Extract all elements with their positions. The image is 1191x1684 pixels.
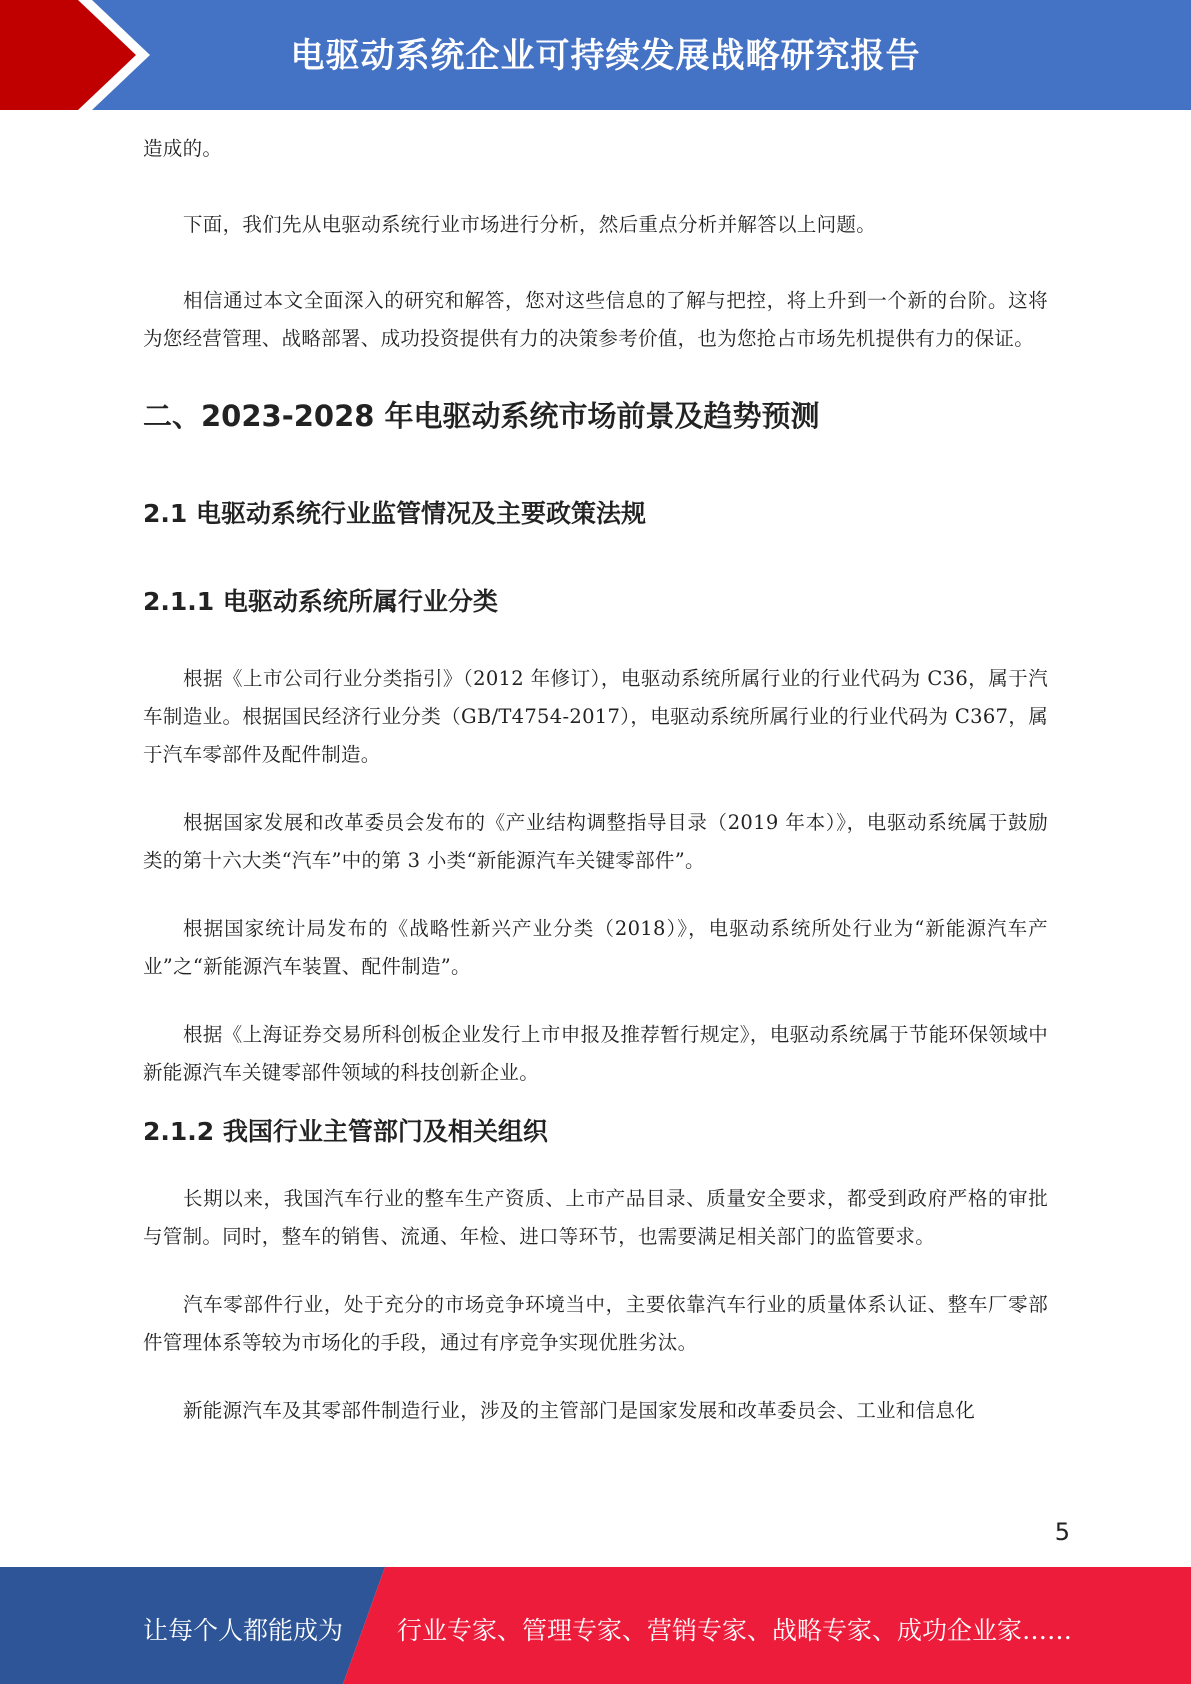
page-footer <box>0 1567 1191 1684</box>
footer-slogan-right: 行业专家、管理专家、营销专家、战略专家、成功企业家…… <box>397 1616 1073 1645</box>
page-header <box>0 0 1191 110</box>
paragraph: 根据《上海证券交易所科创板企业发行上市申报及推荐暂行规定》，电驱动系统属于节能环保领域中新能源汽车关键零部件领域的科技创新企业。 <box>143 1023 1048 1084</box>
paragraph: 根据国家发展和改革委员会发布的《产业结构调整指导目录（2019 年本）》，电驱动系统属于鼓励类的第十六大类“汽车”中的第 3 小类“新能源汽车关键零部件”。 <box>143 811 1048 872</box>
page-content <box>143 130 1048 1430</box>
paragraph: 下面，我们先从电驱动系统行业市场进行分析，然后重点分析并解答以上问题。 <box>183 213 877 236</box>
page-number: 5 <box>1054 1518 1070 1546</box>
paragraph: 造成的。 <box>143 137 223 160</box>
paragraph: 汽车零部件行业，处于充分的市场竞争环境当中，主要依靠汽车行业的质量体系认证、整车厂零部件管理体系等较为市场化的手段，通过有序竞争实现优胜劣汰。 <box>143 1293 1048 1354</box>
paragraph: 新能源汽车及其零部件制造行业，涉及的主管部门是国家发展和改革委员会、工业和信息化 <box>183 1399 976 1422</box>
footer-slogan-left: 让每个人都能成为 <box>143 1616 344 1645</box>
paragraph: 根据《上市公司行业分类指引》（2012 年修订），电驱动系统所属行业的行业代码为 C36，属于汽车制造业。根据国民经济行业分类（GB/T4754-2017），电驱动系统所属行业的行业代码为 C367，属于汽车零部件及配件制造。 <box>143 667 1048 766</box>
subsubsection-heading: 2.1.2 我国行业主管部门及相关组织 <box>143 1117 548 1146</box>
paragraph: 根据国家统计局发布的《战略性新兴产业分类（2018）》，电驱动系统所处行业为“新能源汽车产业”之“新能源汽车装置、配件制造”。 <box>143 917 1048 978</box>
subsubsection-heading: 2.1.1 电驱动系统所属行业分类 <box>143 587 498 616</box>
report-title: 电驱动系统企业可持续发展战略研究报告 <box>290 36 921 76</box>
paragraph: 相信通过本文全面深入的研究和解答，您对这些信息的了解与把控，将上升到一个新的台阶。这将为您经营管理、战略部署、成功投资提供有力的决策参考价值，也为您抢占市场先机提供有力的保证。 <box>143 289 1048 350</box>
section-heading: 二、2023-2028 年电驱动系统市场前景及趋势预测 <box>143 399 820 433</box>
paragraph: 长期以来，我国汽车行业的整车生产资质、上市产品目录、质量安全要求，都受到政府严格的审批与管制。同时，整车的销售、流通、年检、进口等环节，也需要满足相关部门的监管要求。 <box>143 1187 1048 1248</box>
subsection-heading: 2.1 电驱动系统行业监管情况及主要政策法规 <box>143 499 646 528</box>
